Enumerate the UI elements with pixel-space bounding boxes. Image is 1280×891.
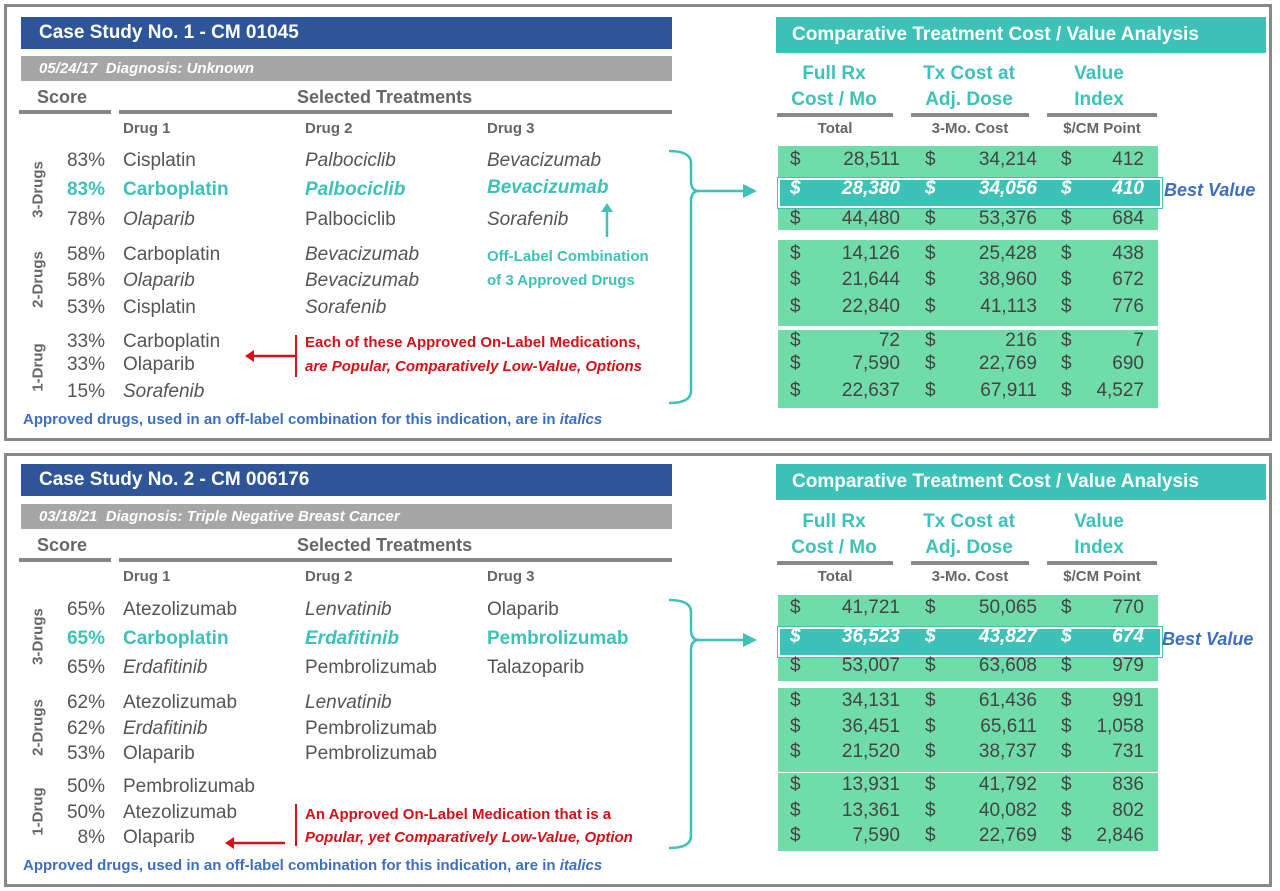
row-drug2: Sorafenib: [305, 297, 387, 318]
tx-cost-cell: [925, 149, 1037, 173]
footnote-text: Approved drugs, used in an off-label combination for this indication, are in: [23, 857, 560, 874]
currency-symbol: $: [790, 353, 801, 374]
currency-symbol: $: [925, 208, 936, 229]
currency-symbol: $: [925, 597, 936, 618]
row-score: 83%: [66, 179, 105, 200]
value-index-value: 979: [1112, 655, 1144, 676]
tx-cost-value: 38,960: [978, 269, 1037, 290]
value-index-value: 776: [1112, 296, 1144, 317]
value-index-cell: [1061, 353, 1144, 377]
value-index-cell: [1061, 296, 1144, 320]
row-drug3: Bevacizumab: [487, 177, 609, 198]
low-value-note-line2: Popular, yet Comparatively Low-Value, Option: [305, 829, 633, 846]
row-drug1: Olaparib: [123, 270, 195, 291]
row-drug2: Bevacizumab: [305, 270, 420, 291]
full-rx-cost-value: 7,590: [852, 825, 900, 846]
currency-symbol: $: [925, 296, 936, 317]
up-arrow-icon: [600, 203, 614, 237]
three-mo-subheader: 3-Mo. Cost: [931, 568, 1009, 585]
value-index-value: 672: [1112, 269, 1144, 290]
low-value-note-line1: Each of these Approved On-Label Medications,: [305, 334, 641, 351]
full-rx-header: [775, 509, 893, 561]
row-drug2: Palbociclib: [305, 179, 406, 200]
row-drug1: Olaparib: [123, 354, 195, 375]
full-rx-cost-cell: [790, 296, 900, 320]
value-index-cell: [1061, 149, 1144, 173]
row-drug1: Carboplatin: [123, 179, 229, 200]
value-index-value: 410: [1112, 178, 1144, 199]
value-index-value: 674: [1112, 626, 1144, 647]
tx-cost-value: 65,611: [980, 716, 1037, 737]
group-label-1-drug: 1-Drug: [29, 343, 47, 392]
value-index-cell: [1061, 655, 1144, 679]
row-score: 65%: [66, 628, 105, 649]
currency-symbol: $: [1061, 741, 1072, 762]
row-score: 15%: [66, 381, 105, 402]
row-score: 65%: [66, 599, 105, 620]
row-drug2: Pembrolizumab: [305, 718, 437, 739]
value-index-cell: [1061, 626, 1144, 650]
row-drug2: Pembrolizumab: [305, 743, 437, 764]
case-title: Case Study No. 2 - CM 006176: [21, 464, 672, 496]
currency-symbol: $: [790, 825, 801, 846]
row-score: 53%: [66, 297, 105, 318]
full-rx-cost-cell: [790, 690, 900, 714]
best-value-label: Best Value: [1162, 629, 1254, 649]
group-label-3-drugs: 3-Drugs: [29, 608, 47, 665]
tx-cost-value: 50,065: [978, 597, 1037, 618]
value-index-value: 412: [1112, 149, 1144, 170]
value-index-value: 2,846: [1096, 825, 1144, 846]
currency-symbol: $: [790, 655, 801, 676]
three-mo-subheader: 3-Mo. Cost: [931, 120, 1009, 137]
currency-symbol: $: [1061, 149, 1072, 170]
row-drug1: Olaparib: [123, 743, 195, 764]
row-score: 78%: [66, 209, 105, 230]
currency-symbol: $: [1061, 353, 1072, 374]
full-rx-cost-value: 36,451: [841, 716, 900, 737]
row-drug1: Cisplatin: [123, 297, 196, 318]
row-score: 50%: [66, 776, 105, 797]
full-rx-cost-cell: [790, 243, 900, 267]
currency-symbol: $: [790, 296, 801, 317]
currency-symbol: $: [925, 269, 936, 290]
tx-cost-header-line1: Tx Cost at: [923, 511, 1015, 532]
currency-symbol: $: [1061, 597, 1072, 618]
row-drug2: Pembrolizumab: [305, 657, 437, 678]
currency-symbol: $: [1061, 655, 1072, 676]
row-score: 62%: [66, 692, 105, 713]
currency-symbol: $: [1061, 626, 1072, 647]
full-rx-cost-value: 22,637: [841, 380, 900, 401]
full-rx-cost-cell: [790, 380, 900, 404]
value-index-cell: [1061, 716, 1144, 740]
currency-symbol: $: [790, 800, 801, 821]
currency-symbol: $: [925, 741, 936, 762]
drug2-header: Drug 2: [305, 568, 353, 585]
row-score: 62%: [66, 718, 105, 739]
currency-symbol: $: [1061, 208, 1072, 229]
tx-cost-cell: [925, 741, 1037, 765]
off-label-note-line1: Off-Label Combination: [487, 248, 649, 265]
tx-cost-header: [910, 61, 1028, 113]
full-rx-cost-cell: [790, 716, 900, 740]
currency-symbol: $: [925, 626, 936, 647]
date-diagnosis-bar: [21, 504, 672, 529]
treatments-underline: [119, 558, 672, 562]
value-index-header-line1: Value: [1074, 511, 1124, 532]
tx-cost-header-line2: Adj. Dose: [925, 89, 1013, 110]
tx-cost-cell: [925, 269, 1037, 293]
currency-symbol: $: [925, 825, 936, 846]
value-index-value: 770: [1112, 597, 1144, 618]
full-rx-cost-cell: [790, 800, 900, 824]
tx-cost-cell: [925, 597, 1037, 621]
analysis-title: Comparative Treatment Cost / Value Analysis: [776, 17, 1266, 53]
currency-symbol: $: [1061, 330, 1072, 351]
tx-cost-value: 216: [1005, 330, 1037, 351]
bracket-icon: [667, 147, 767, 407]
case-date: 03/18/21: [39, 508, 98, 525]
tx-cost-cell: [925, 800, 1037, 824]
full-rx-cost-cell: [790, 208, 900, 232]
footnote-italic: italics: [559, 857, 603, 874]
full-rx-cost-cell: [790, 774, 900, 798]
currency-symbol: $: [1061, 774, 1072, 795]
row-drug2: Erdafitinib: [305, 628, 399, 649]
currency-symbol: $: [1061, 269, 1072, 290]
value-index-cell: [1061, 597, 1144, 621]
value-index-cell: [1061, 774, 1144, 798]
row-score: 65%: [66, 657, 105, 678]
full-rx-cost-cell: [790, 269, 900, 293]
tx-cost-cell: [925, 690, 1037, 714]
full-rx-cost-cell: [790, 741, 900, 765]
currency-symbol: $: [925, 774, 936, 795]
tx-cost-cell: [925, 208, 1037, 232]
tx-cost-value: 41,792: [978, 774, 1037, 795]
currency-symbol: $: [925, 655, 936, 676]
value-index-cell: [1061, 208, 1144, 232]
full-rx-cost-cell: [790, 626, 900, 650]
full-rx-cost-cell: [790, 149, 900, 173]
row-drug1: Carboplatin: [123, 244, 221, 265]
case-diagnosis: Diagnosis: Triple Negative Breast Cancer: [105, 508, 400, 525]
bracket-icon: [667, 596, 767, 852]
currency-symbol: $: [925, 330, 936, 351]
drug3-header: Drug 3: [487, 568, 535, 585]
value-index-cell: [1061, 243, 1144, 267]
left-arrow-icon: [245, 349, 295, 363]
tx-cost-cell: [925, 243, 1037, 267]
row-drug3: Talazoparib: [487, 657, 585, 678]
tx-cost-header: [910, 509, 1028, 561]
tx-cost-cell: [925, 825, 1037, 849]
score-underline: [19, 558, 111, 562]
full-rx-cost-value: 13,931: [841, 774, 900, 795]
currency-symbol: $: [790, 690, 801, 711]
full-rx-header-line1: Full Rx: [802, 511, 866, 532]
tx-cost-value: 34,056: [978, 178, 1037, 199]
currency-symbol: $: [790, 626, 801, 647]
tx-cost-cell: [925, 716, 1037, 740]
tx-cost-value: 41,113: [980, 296, 1037, 317]
drug1-header: Drug 1: [123, 568, 171, 585]
row-score: 83%: [66, 150, 105, 171]
tx-cost-value: 63,608: [978, 655, 1037, 676]
value-index-value: 684: [1112, 208, 1144, 229]
cm-point-subheader: $/CM Point: [1063, 120, 1141, 137]
tx-cost-header-line2: Adj. Dose: [925, 537, 1013, 558]
low-value-note-line1: An Approved On-Label Medication that is a: [305, 806, 612, 823]
row-drug1: Olaparib: [123, 209, 195, 230]
row-drug1: Sorafenib: [123, 381, 205, 402]
tx-cost-value: 43,827: [978, 626, 1037, 647]
row-score: 50%: [66, 802, 105, 823]
currency-symbol: $: [925, 178, 936, 199]
value-index-value: 731: [1112, 741, 1144, 762]
currency-symbol: $: [790, 597, 801, 618]
currency-symbol: $: [790, 774, 801, 795]
full-rx-cost-cell: [790, 178, 900, 202]
currency-symbol: $: [925, 716, 936, 737]
row-score: 33%: [66, 331, 105, 352]
tx-cost-cell: [925, 353, 1037, 377]
currency-symbol: $: [1061, 178, 1072, 199]
group-label-2-drugs: 2-Drugs: [29, 251, 47, 308]
footnote-italic: italics: [559, 411, 603, 428]
value-index-cell: [1061, 690, 1144, 714]
treatments-underline: [119, 110, 672, 114]
value-index-header-line2: Index: [1074, 537, 1124, 558]
drug3-header: Drug 3: [487, 120, 535, 137]
tx-cost-cell: [925, 380, 1037, 404]
case-study-2-panel: [4, 453, 1272, 887]
currency-symbol: $: [790, 269, 801, 290]
score-header: Score: [37, 535, 88, 555]
italics-footnote: [23, 857, 602, 874]
treatments-header: Selected Treatments: [297, 87, 473, 107]
full-rx-cost-value: 53,007: [841, 655, 900, 676]
tx-cost-value: 53,376: [978, 208, 1037, 229]
col-underline: [1047, 561, 1157, 565]
cm-point-subheader: $/CM Point: [1063, 568, 1141, 585]
row-drug2: Palbociclib: [305, 150, 396, 171]
row-score: 33%: [66, 354, 105, 375]
full-rx-cost-value: 13,361: [841, 800, 900, 821]
full-rx-cost-value: 21,644: [841, 269, 900, 290]
row-drug2: Palbociclib: [305, 209, 396, 230]
currency-symbol: $: [790, 208, 801, 229]
col-underline: [911, 561, 1029, 565]
best-value-label: Best Value: [1164, 180, 1256, 200]
full-rx-cost-cell: [790, 655, 900, 679]
full-rx-header-line2: Cost / Mo: [791, 537, 877, 558]
tx-cost-cell: [925, 296, 1037, 320]
full-rx-cost-value: 28,511: [843, 149, 900, 170]
currency-symbol: $: [1061, 380, 1072, 401]
tx-cost-cell: [925, 330, 1037, 354]
value-index-value: 802: [1112, 800, 1144, 821]
value-index-cell: [1061, 800, 1144, 824]
value-index-cell: [1061, 825, 1144, 849]
value-index-cell: [1061, 269, 1144, 293]
date-diagnosis-bar: [21, 56, 672, 81]
row-drug1: Carboplatin: [123, 331, 221, 352]
currency-symbol: $: [790, 741, 801, 762]
value-index-cell: [1061, 741, 1144, 765]
italics-footnote: [23, 411, 602, 428]
row-drug2: Bevacizumab: [305, 244, 420, 265]
row-drug3: Sorafenib: [487, 209, 569, 230]
red-note-divider: [295, 335, 297, 377]
full-rx-header: [775, 61, 893, 113]
row-drug1: Erdafitinib: [123, 718, 208, 739]
treatments-header: Selected Treatments: [297, 535, 473, 555]
row-drug1: Atezolizumab: [123, 599, 238, 620]
value-index-value: 1,058: [1096, 716, 1144, 737]
currency-symbol: $: [790, 716, 801, 737]
row-drug2: Lenvatinib: [305, 599, 392, 620]
row-drug1: Atezolizumab: [123, 692, 238, 713]
group-label-1-drug: 1-Drug: [29, 787, 47, 836]
row-score: 8%: [77, 827, 105, 848]
value-index-value: 438: [1112, 243, 1144, 264]
currency-symbol: $: [1061, 825, 1072, 846]
full-rx-header-line1: Full Rx: [802, 63, 866, 84]
currency-symbol: $: [1061, 243, 1072, 264]
drug2-header: Drug 2: [305, 120, 353, 137]
tx-cost-value: 22,769: [978, 825, 1037, 846]
full-rx-cost-value: 36,523: [841, 626, 900, 647]
tx-cost-value: 34,214: [978, 149, 1037, 170]
tx-cost-value: 67,911: [980, 380, 1037, 401]
case-title: Case Study No. 1 - CM 01045: [21, 17, 672, 49]
row-drug1: Atezolizumab: [123, 802, 238, 823]
score-header: Score: [37, 87, 88, 107]
full-rx-cost-value: 41,721: [841, 597, 900, 618]
currency-symbol: $: [790, 330, 801, 351]
currency-symbol: $: [790, 380, 801, 401]
off-label-note-line2: of 3 Approved Drugs: [487, 272, 635, 289]
col-underline: [1047, 113, 1157, 117]
case-study-1-panel: [4, 4, 1272, 441]
col-underline: [911, 113, 1029, 117]
full-rx-header-line2: Cost / Mo: [791, 89, 877, 110]
tx-cost-value: 38,737: [978, 741, 1037, 762]
currency-symbol: $: [925, 690, 936, 711]
currency-symbol: $: [925, 243, 936, 264]
currency-symbol: $: [1061, 690, 1072, 711]
tx-cost-value: 22,769: [978, 353, 1037, 374]
tx-cost-value: 40,082: [978, 800, 1037, 821]
total-subheader: Total: [817, 120, 853, 137]
row-drug3: Olaparib: [487, 599, 559, 620]
value-index-header: [1044, 509, 1154, 561]
value-index-header-line1: Value: [1074, 63, 1124, 84]
row-drug2: Lenvatinib: [305, 692, 392, 713]
score-underline: [19, 110, 111, 114]
currency-symbol: $: [925, 353, 936, 374]
low-value-note-line2: are Popular, Comparatively Low-Value, Options: [305, 358, 643, 375]
value-index-value: 836: [1112, 774, 1144, 795]
value-index-cell: [1061, 380, 1144, 404]
row-drug1: Pembrolizumab: [123, 776, 255, 797]
full-rx-cost-value: 7,590: [852, 353, 900, 374]
currency-symbol: $: [790, 178, 801, 199]
full-rx-cost-value: 14,126: [841, 243, 900, 264]
total-subheader: Total: [817, 568, 853, 585]
tx-cost-cell: [925, 178, 1037, 202]
tx-cost-cell: [925, 626, 1037, 650]
value-index-value: 7: [1133, 330, 1144, 351]
row-drug1: Olaparib: [123, 827, 195, 848]
full-rx-cost-value: 22,840: [841, 296, 900, 317]
row-score: 53%: [66, 743, 105, 764]
row-score: 58%: [66, 244, 105, 265]
value-index-cell: [1061, 178, 1144, 202]
analysis-title: Comparative Treatment Cost / Value Analysis: [776, 464, 1266, 500]
tx-cost-value: 61,436: [978, 690, 1037, 711]
full-rx-cost-value: 34,131: [841, 690, 900, 711]
full-rx-cost-cell: [790, 353, 900, 377]
currency-symbol: $: [1061, 296, 1072, 317]
row-drug3: Pembrolizumab: [487, 628, 629, 649]
value-index-value: 4,527: [1096, 380, 1144, 401]
col-underline: [777, 113, 893, 117]
currency-symbol: $: [925, 800, 936, 821]
red-note-divider: [295, 804, 297, 846]
currency-symbol: $: [1061, 716, 1072, 737]
full-rx-cost-value: 21,520: [841, 741, 900, 762]
group-label-2-drugs: 2-Drugs: [29, 699, 47, 756]
tx-cost-cell: [925, 655, 1037, 679]
tx-cost-header-line1: Tx Cost at: [923, 63, 1015, 84]
full-rx-cost-value: 28,380: [841, 178, 900, 199]
full-rx-cost-cell: [790, 825, 900, 849]
row-drug1: Carboplatin: [123, 628, 229, 649]
value-index-value: 690: [1112, 353, 1144, 374]
currency-symbol: $: [925, 149, 936, 170]
value-index-header-line2: Index: [1074, 89, 1124, 110]
col-underline: [777, 561, 893, 565]
row-score: 58%: [66, 270, 105, 291]
drug1-header: Drug 1: [123, 120, 171, 137]
value-index-header: [1044, 61, 1154, 113]
left-arrow-icon: [225, 836, 285, 850]
full-rx-cost-value: 44,480: [841, 208, 900, 229]
full-rx-cost-cell: [790, 330, 900, 354]
tx-cost-cell: [925, 774, 1037, 798]
tx-cost-value: 25,428: [978, 243, 1037, 264]
case-date: 05/24/17: [39, 60, 98, 77]
currency-symbol: $: [790, 243, 801, 264]
case-diagnosis: Diagnosis: Unknown: [105, 60, 255, 77]
footnote-text: Approved drugs, used in an off-label combination for this indication, are in: [23, 411, 560, 428]
value-index-cell: [1061, 330, 1144, 354]
row-drug1: Erdafitinib: [123, 657, 208, 678]
currency-symbol: $: [790, 149, 801, 170]
value-index-value: 991: [1112, 690, 1144, 711]
row-drug3: Bevacizumab: [487, 150, 602, 171]
currency-symbol: $: [925, 380, 936, 401]
row-drug1: Cisplatin: [123, 150, 196, 171]
currency-symbol: $: [1061, 800, 1072, 821]
full-rx-cost-value: 72: [878, 330, 900, 351]
full-rx-cost-cell: [790, 597, 900, 621]
group-label-3-drugs: 3-Drugs: [29, 161, 47, 218]
